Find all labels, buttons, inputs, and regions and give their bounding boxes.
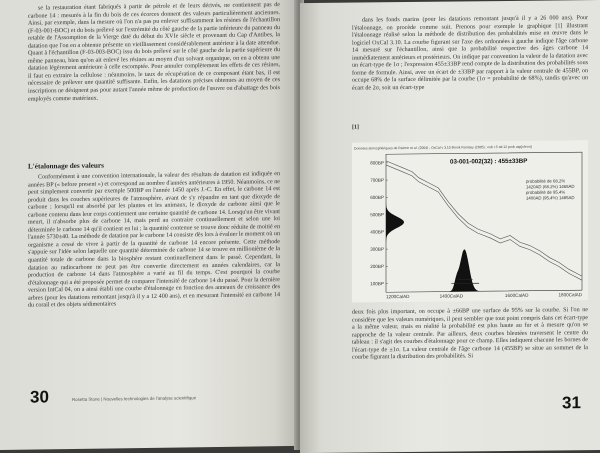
section-heading: L'étalonnage des valeurs: [28, 162, 104, 171]
x-tick-label: 1400CalAD: [440, 293, 464, 298]
legend-line: probabilité de 68,2%: [526, 178, 565, 183]
chart-title: 03-001-002(32) : 455±33BP: [450, 158, 527, 166]
legend-line: 1420AD (68,2%) 1465AD: [526, 184, 574, 190]
y-tick-label: 300BP: [370, 247, 384, 252]
x-tick-label: 1200CalAD: [386, 294, 410, 299]
left-top-text: se la restauration étant fabriqués à partir de pétrole et de leurs dérivés, ne contiennent pas de carbone 14 : mesurés à la fin du bois de ces écorces donnent des valeurs particulièrement anciennes. Ainsi, par exemple, dans la mesure où l'on n'a pas pu enlever suffisamment les résines de l'échantillon (F-03-001-BOC) et du bois prélevé sur l'extrémité du côté gauche de la partie inférieure du panneau du retable de l'Assomption de la Vierge daté du début du XVIe siècle et provenant du Cap d'Antibes, la datation que l'on en a obtenue présente un vieillissement considérablement antérieur à la date attendue. Quant à l'échantillon (F-03-003-BOC) issu du bois prélevé sur le côté gauche de la partie supérieure du même panneau, bien qu'on ait enlevé les résines au moyen d'un solvant organique, on en a obtenu une datation légèrement antérieure à celle escomptée. Pour annuler complètement les effets de ces résines, il faut en extraire la cellulose : néanmoins, le taux de récupération de ce composant étant bas, il est nécessaire de prélever une quantité suffisante. Enfin, les datations précises obtenues au moyen de ces inscriptions ne désignent pas pour autant l'année même de production de l'œuvre ou d'abattage des bois employés comme matériaux.: [28, 2, 280, 104]
legend-line: 1400AD (95,4%) 1485AD: [526, 195, 574, 201]
y-tick-label: 700BP: [370, 178, 384, 183]
legend-line: probabilité de 95,4%: [526, 190, 565, 195]
x-tick-label: 1800CalAD: [559, 292, 583, 297]
left-body-paragraph: [28, 171, 280, 310]
x-tick-label: 1600CalAD: [505, 293, 529, 298]
right-top-paragraph: [352, 15, 588, 93]
right-page: [300, 0, 600, 453]
chart-header: Données atmosphériques de Reimer et al. (2004) ; OxCal v 3.10 Bronk Ramsey (2005) ; cub r:5 sd:12 prob usp[chron]: [354, 145, 532, 151]
left-footer: Rosetta Stone | Nouvelles technologies de l'analyse scientifique: [72, 395, 196, 402]
figure-label: [1]: [352, 125, 359, 131]
y-tick-label: 100BP: [370, 281, 384, 286]
right-bottom-text: deux fois plus important, on occupe à ±66BP une surface de 95% sur la courbe. Si l'on ne considère que les valeurs numériques, il peut sembler que tout point compris dans cet écart-type a la même valeur, mais en réalité la probabilité est plus haute au fur et à mesure qu'on se rapproche de la valeur centrale. Par ailleurs, deux courbes bleutées traversent le centre du tableau : il s'agit des courbes d'étalonnage pour ce champ. Elles indiquent chacune les bornes de l'écart-type de ±1σ. La valeur centrale de l'âge carbone 14 (455BP) se situe au sommet de la courbe figurant la distribution des probabilités. Si: [352, 307, 588, 362]
left-page-number: 30: [30, 387, 49, 407]
y-tick-label: 500BP: [370, 212, 384, 217]
y-tick-label: 400BP: [370, 229, 384, 234]
right-page-number: 31: [562, 393, 581, 413]
left-page: [0, 0, 298, 450]
calibration-chart: [352, 140, 588, 302]
right-bottom-paragraph: [352, 307, 588, 362]
y-tick-label: 800BP: [370, 160, 384, 165]
left-body-text: Conformément à une convention internationale, la valeur des résultats de datation est indiquée en années BP (« before present ») et correspond au nombre d'années antérieures à 1950. Néanmoins, ce ne peut simplement convertir par exemple 500BP en l'année 1450 après J.-C. En effet, le carbone 14 est produit dans les couches supérieures de l'atmosphère, avant de s'y répandre en tant que dioxyde de carbone ; lorsqu'il est absorbé par les plantes et les animaux, le dioxyde de carbone ainsi que le carbone contenu dans leur corps contiennent une certaine quantité de carbone 14. Lorsqu'un être vivant meurt, il n'absorbe plus de carbone 14, mais perd au contraire continuellement et selon une loi déterminée le carbone 14 qu'il contient en lui ; la quantité contenue se trouve donc réduite de moitié en l'année 5730±40. La méthode de datation par le carbone 14 consiste dès lors à évaluer le moment où un organisme a cessé de vivre à partir de la quantité de carbone 14 encore présente. Cette méthode s'appuie sur l'idée selon laquelle une quantité déterminée de carbone 14 se trouve en millionième de la quantité totale de carbone dans la biosphère restant continuellement dans le passé. Cependant, la datation au radiocarbone ne peut pas être convertie directement en années calendaires, car la production de carbone 14 dans l'atmosphère a varié au fil du temps. C'est pourquoi la courbe d'étalonnage qui a été proposée permet de comparer l'intensité de carbone 14 du passé. Pour la dernière version IntCal 04, on a ainsi établi une courbe d'étalonnage en fonction des anneaux de croissance des arbres (pour les datations remontant jusqu'à il y a 12 400 ans), et en mesurant l'intensité en carbone 14 du corail et des objets sédimentaires: [28, 171, 280, 310]
y-tick-label: 200BP: [370, 264, 384, 269]
left-top-paragraph: [28, 2, 280, 104]
right-top-text: dans les fonds marins (pour les datations remontant jusqu'à il y a 26 000 ans). Pour l'étalonnage, on procède comme suit. Prenons pour exemple le graphique [1] illustrant l'étalonnage réalisé selon la méthode de distribution des probabilités mise en œuvre dans le logiciel OxCal 3.10. La courbe figurant sur l'axe des ordonnées à gauche indique l'âge carbone 14 mesuré sur l'échantillon, ainsi que la probabilité respective des âges carbone 14 immédiatement antérieurs et postérieurs. On indique par convention la valeur de la datation avec un écart-type de 1σ ; l'expression 455±33BP rend compte de la distribution des probabilités sous forme de formule. Ainsi, avec un écart de ±33BP par rapport à la valeur centrale de 455BP, on occupe 68% de la surface délimitée par la courbe (1σ = probabilité de 68%), tandis qu'avec un écart de 2σ, soit un écart-type: [352, 15, 588, 93]
y-tick-label: 600BP: [370, 195, 384, 200]
